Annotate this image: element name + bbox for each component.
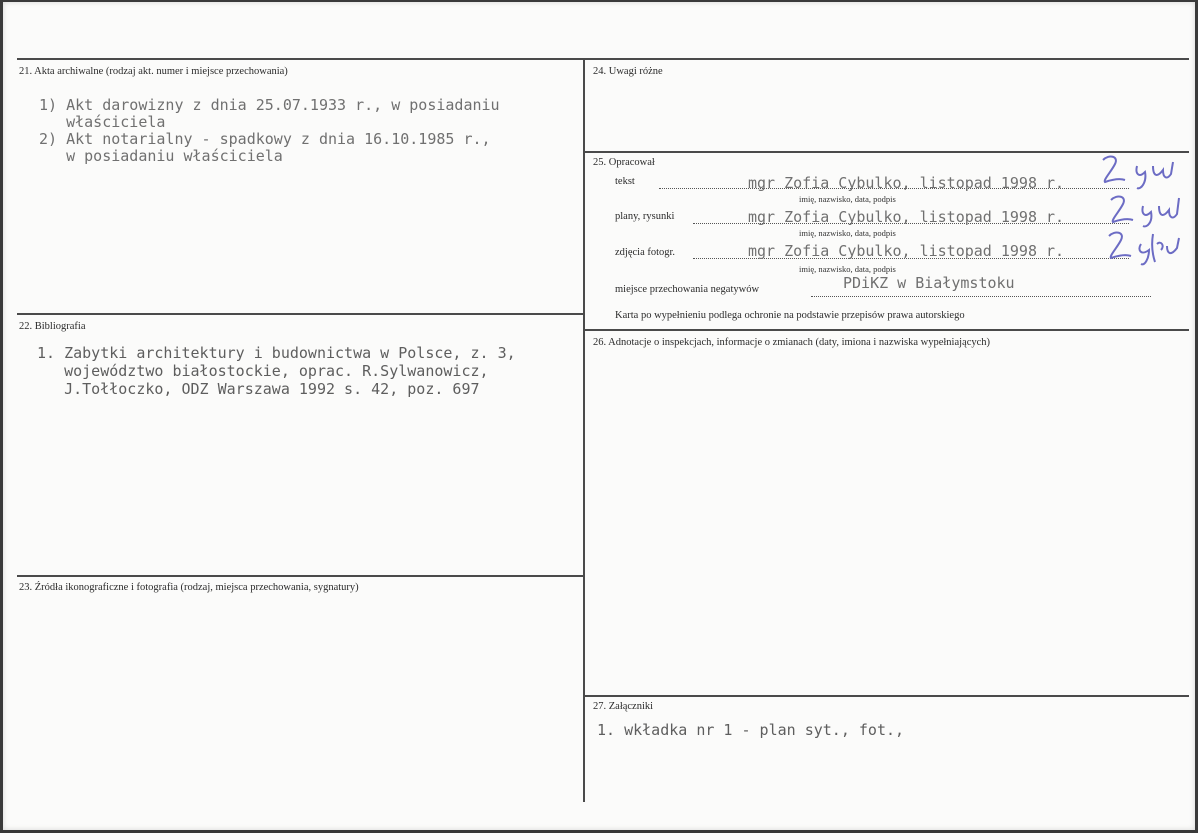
section-21-line: 2) Akt notarialny - spadkowy z dnia 16.10.1985 r., xyxy=(39,130,491,148)
negatives-label: miejsce przechowania negatywów xyxy=(615,284,760,295)
section-22-label: 22. Bibliografia xyxy=(19,321,86,332)
section-26-label: 26. Adnotacje o inspekcjach, informacje o zmianach (daty, imiona i nazwiska wypełniających) xyxy=(593,337,991,348)
row-value-plany: mgr Zofia Cybulko, listopad 1998 r. xyxy=(748,208,1065,226)
row-label-plany: plany, rysunki xyxy=(615,211,675,222)
rule-25-26 xyxy=(585,329,1189,331)
section-21-label: 21. Akta archiwalne (rodzaj akt. numer i miejsce przechowania) xyxy=(19,66,288,77)
rule-22-23 xyxy=(17,575,583,577)
copyright-note: Karta po wypełnieniu podlega ochronie na podstawie przepisów prawa autorskiego xyxy=(615,310,965,321)
signature-2 xyxy=(1105,190,1195,230)
row-value-zdjecia: mgr Zofia Cybulko, listopad 1998 r. xyxy=(748,242,1065,260)
section-24-label: 24. Uwagi różne xyxy=(593,66,663,77)
row-caption: imię, nazwisko, data, podpis xyxy=(799,194,896,204)
section-21-line: właściciela xyxy=(39,113,166,131)
row-label-zdjecia: zdjęcia fotogr. xyxy=(615,247,676,258)
section-25-label: 25. Opracował xyxy=(593,157,655,168)
section-27-label: 27. Załączniki xyxy=(593,701,654,712)
column-divider xyxy=(583,60,585,802)
archive-card xyxy=(3,2,1195,830)
row-caption: imię, nazwisko, data, podpis xyxy=(799,264,896,274)
section-22-line: 1. Zabytki architektury i budownictwa w Polsce, z. 3, xyxy=(37,344,516,362)
row-caption: imię, nazwisko, data, podpis xyxy=(799,228,896,238)
row-value-tekst: mgr Zofia Cybulko, listopad 1998 r. xyxy=(748,174,1065,192)
signature-3 xyxy=(1103,226,1195,268)
section-27-line: 1. wkładka nr 1 - plan syt., fot., xyxy=(597,721,905,739)
negatives-value: PDiKZ w Białymstoku xyxy=(843,274,1015,292)
rule-21-22 xyxy=(17,313,583,315)
top-rule xyxy=(17,58,1189,60)
signature-1 xyxy=(1097,152,1192,192)
section-22-line: J.Tołłoczko, ODZ Warszawa 1992 s. 42, poz. 697 xyxy=(37,380,480,398)
section-21-line: 1) Akt darowizny z dnia 25.07.1933 r., w posiadaniu xyxy=(39,96,500,114)
rule-26-27 xyxy=(585,695,1189,697)
row-label-tekst: tekst xyxy=(615,176,635,187)
section-21-line: w posiadaniu właściciela xyxy=(39,147,283,165)
section-23-label: 23. Źródła ikonograficzne i fotografia (rodzaj, miejsca przechowania, sygnatury) xyxy=(19,582,359,593)
section-22-line: województwo białostockie, oprac. R.Sylwanowicz, xyxy=(37,362,489,380)
negatives-dotted-line xyxy=(811,296,1151,297)
